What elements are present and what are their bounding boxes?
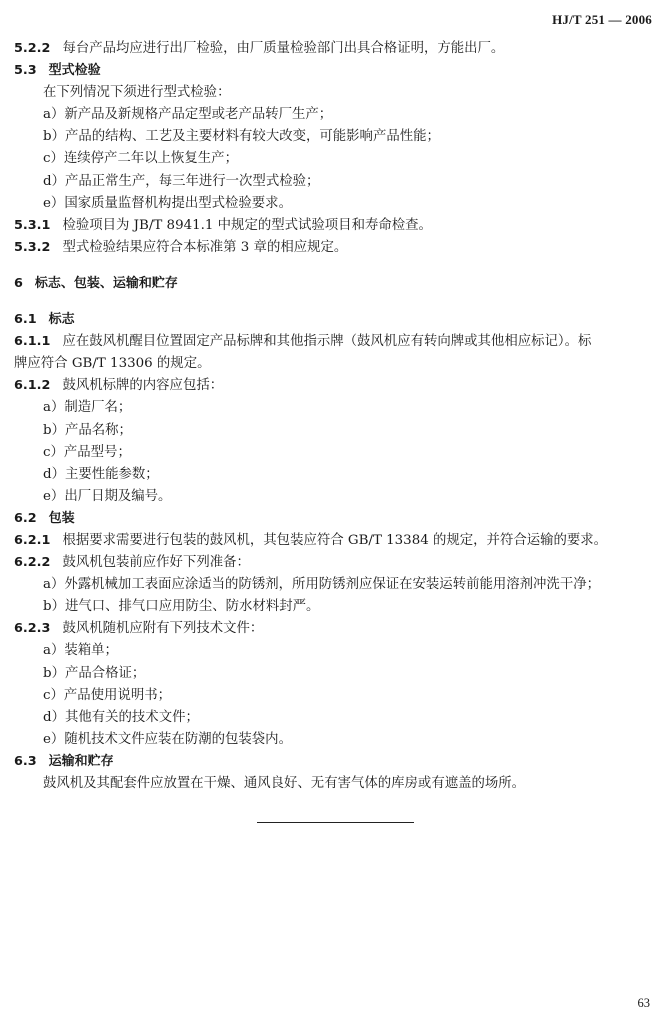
- clause-text: 根据要求需要进行包装的鼓风机，其包装应符合 GB/T 13384 的规定，并符合运输的要求。: [62, 532, 608, 548]
- clause-number: 6.2.2: [14, 555, 51, 571]
- text: a）制造厂名；: [43, 400, 132, 416]
- clause-number: 6.2: [14, 510, 37, 526]
- clause-text: 型式检验: [48, 63, 101, 79]
- section-heading: [14, 309, 660, 331]
- clause-text: 标志、包装、运输和贮存: [34, 275, 178, 291]
- text: b）产品的结构、工艺及主要材料有较大改变，可能影响产品性能；: [43, 129, 440, 145]
- clause-number: 5.2.2: [14, 41, 51, 56]
- page-number: 63: [637, 996, 650, 1010]
- text: d）其他有关的技术文件；: [43, 709, 199, 725]
- clause-number: 6.2.1: [14, 532, 51, 548]
- clause: [14, 38, 660, 60]
- list-item: [14, 104, 660, 126]
- list-item: [14, 420, 660, 442]
- list-item: [14, 442, 660, 464]
- list-item: [14, 464, 660, 486]
- list-item: [14, 397, 660, 419]
- text: 鼓风机及其配套件应放置在干燥、通风良好、无有害气体的库房或有遮盖的场所。: [43, 776, 526, 791]
- paragraph: [14, 82, 660, 104]
- text: 在下列情况下须进行型式检验：: [43, 85, 231, 101]
- clause-text: 鼓风机随机应附有下列技术文件：: [62, 621, 264, 637]
- list-item: [14, 596, 660, 618]
- section-heading: [14, 751, 660, 773]
- text: a）新产品及新规格产品定型或老产品转厂生产；: [43, 107, 333, 123]
- clause-number: 6.1.1: [14, 334, 51, 350]
- clause-text: 型式检验结果应符合本标准第 3 章的相应规定。: [62, 239, 348, 255]
- list-item: [14, 640, 660, 662]
- clause: [14, 215, 660, 237]
- text: e）国家质量监督机构提出型式检验要求。: [43, 195, 292, 211]
- clause-text: 包装: [48, 510, 75, 526]
- chapter-heading: [14, 273, 660, 295]
- clause-text: 应在鼓风机醒目位置固定产品标牌和其他指示牌（鼓风机应有转向牌或其他相应标记）。标: [62, 334, 592, 350]
- clause-text: 运输和贮存: [48, 753, 114, 769]
- list-item: [14, 126, 660, 148]
- list-item: [14, 729, 660, 751]
- list-item: [14, 486, 660, 508]
- clause-number: 6.3: [14, 753, 37, 769]
- clause-number: 5.3: [14, 63, 37, 79]
- text: b）产品名称；: [43, 422, 132, 438]
- section-heading: [14, 508, 660, 530]
- text: d）主要性能参数；: [43, 466, 159, 482]
- section-gap: [14, 259, 660, 273]
- clause: [14, 552, 660, 574]
- clause-text: 鼓风机包装前应作好下列准备：: [62, 555, 250, 571]
- clause-number: 6: [14, 275, 23, 291]
- clause-number: 5.3.1: [14, 217, 51, 233]
- text: a）外露机械加工表面应涂适当的防锈剂，所用防锈剂应保证在安装运转前能用溶剂冲洗干净；: [43, 577, 600, 593]
- section-heading: [14, 60, 660, 82]
- clause-number: 5.3.2: [14, 239, 51, 255]
- list-item: [14, 574, 660, 596]
- clause-text: 检验项目为 JB/T 8941.1 中规定的型式试验项目和寿命检查。: [62, 217, 432, 233]
- clause: [14, 618, 660, 640]
- clause: [14, 331, 660, 353]
- text: b）产品合格证；: [43, 665, 146, 681]
- list-item: [14, 707, 660, 729]
- paragraph: [14, 773, 660, 795]
- standard-code-header: HJ/T 251 — 2006: [552, 12, 652, 27]
- clause-text: 每台产品均应进行出厂检验，由厂质量检验部门出具合格证明，方能出厂。: [62, 41, 505, 56]
- text: e）出厂日期及编号。: [43, 488, 172, 504]
- clause-continuation: 牌应符合 GB/T 13306 的规定。: [14, 356, 211, 372]
- section-gap: [14, 295, 660, 309]
- document-body: [14, 38, 660, 795]
- clause-text: 鼓风机标牌的内容应包括：: [62, 378, 224, 394]
- clause: [14, 237, 660, 259]
- list-item: [14, 148, 660, 170]
- clause-text: 标志: [48, 312, 75, 328]
- clause-number: 6.1.2: [14, 378, 51, 394]
- text: c）产品型号；: [43, 444, 131, 460]
- end-rule: [257, 822, 414, 823]
- clause: [14, 375, 660, 397]
- text: b）进气口、排气口应用防尘、防水材料封严。: [43, 599, 320, 615]
- text: e）随机技术文件应装在防潮的包装袋内。: [43, 731, 292, 747]
- clause-number: 6.2.3: [14, 621, 51, 637]
- text: c）产品使用说明书；: [43, 687, 172, 703]
- list-item: [14, 171, 660, 193]
- clause: [14, 530, 660, 552]
- list-item: [14, 663, 660, 685]
- text: a）装箱单；: [43, 643, 118, 659]
- text: c）连续停产二年以上恢复生产；: [43, 151, 238, 167]
- text: d）产品正常生产，每三年进行一次型式检验；: [43, 173, 320, 189]
- clause-number: 6.1: [14, 312, 37, 328]
- list-item: [14, 685, 660, 707]
- list-item: [14, 193, 660, 215]
